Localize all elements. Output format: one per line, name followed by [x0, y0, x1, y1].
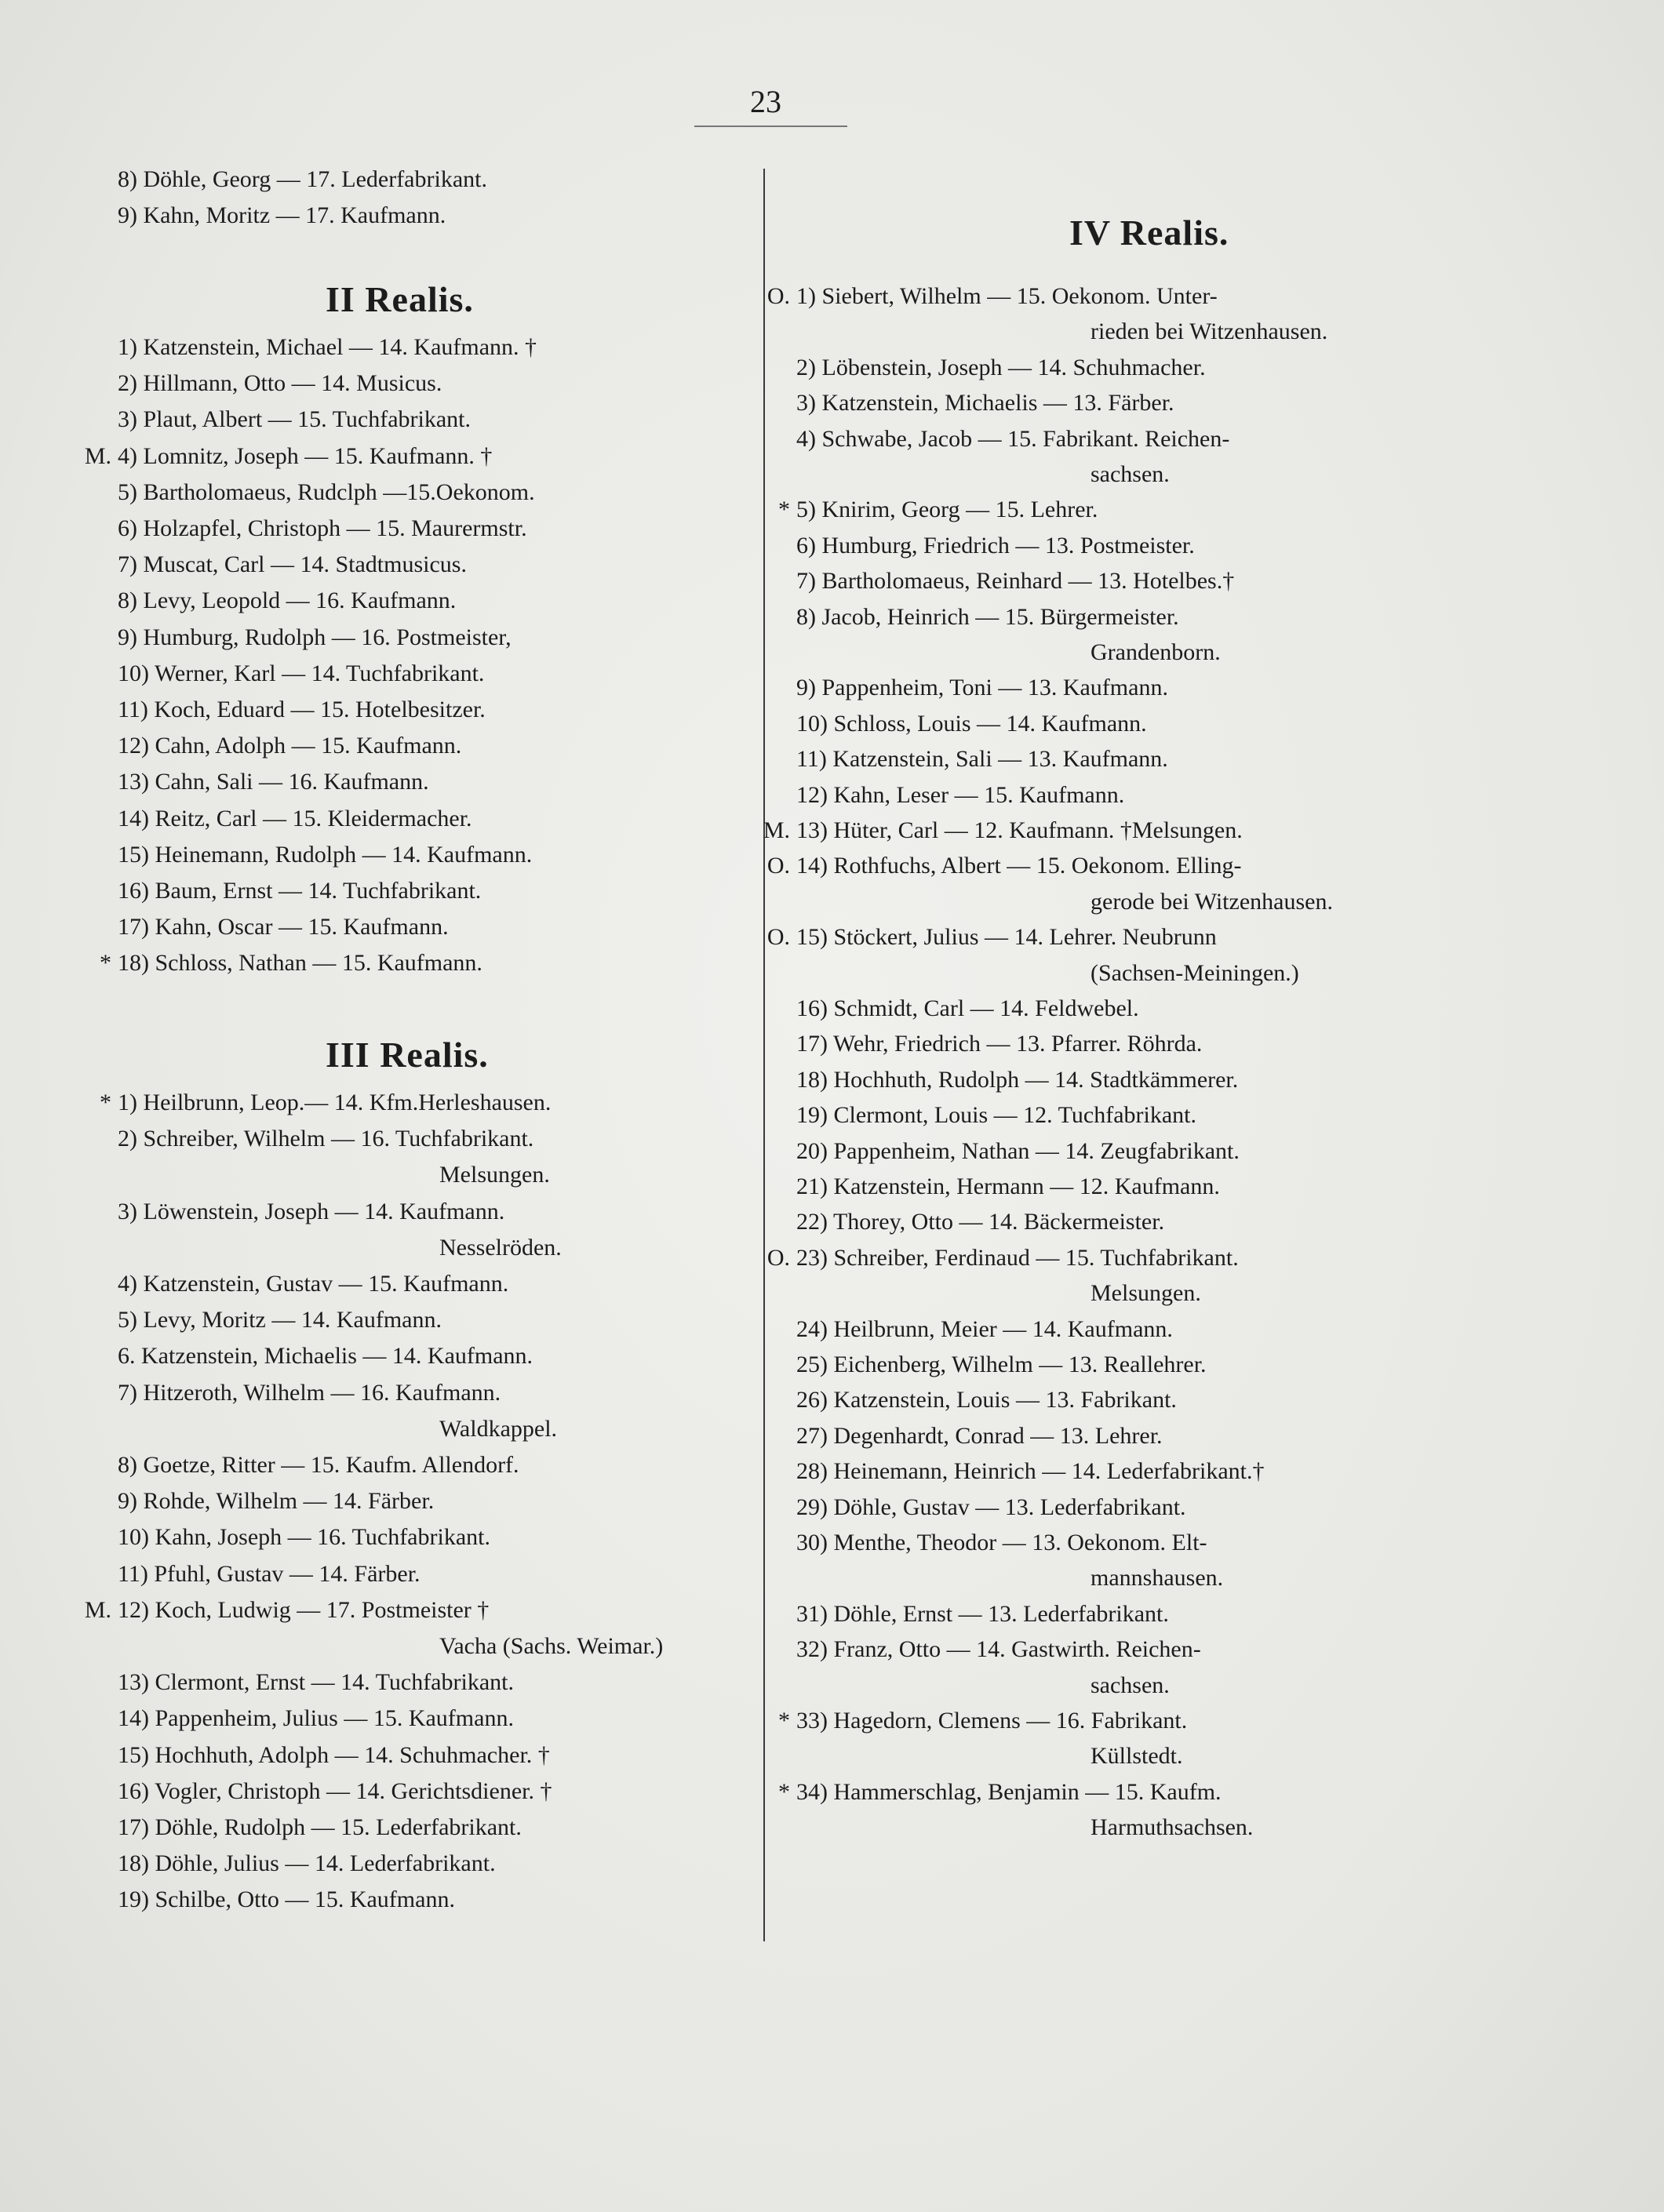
entry-text: Vogler, Christoph — 14. Gerichtsdiener. † [154, 1777, 552, 1804]
entry-text: Clermont, Ernst — 14. Tuchfabrikant. [155, 1669, 514, 1696]
entry-text: Menthe, Theodor — 13. Oekonom. Elt- [833, 1530, 1207, 1555]
list-item [118, 768, 429, 799]
list-item [118, 1814, 522, 1845]
list-item [796, 567, 1234, 598]
list-item [118, 333, 537, 365]
entry-number: 15) [118, 1741, 149, 1768]
entry-text: Schwabe, Jacob — 15. Fabrikant. Reichen- [821, 425, 1230, 452]
entry-continuation: sachsen. [1091, 1672, 1170, 1698]
entry-text: Thorey, Otto — 14. Bäckermeister. [832, 1209, 1165, 1235]
list-item [118, 1270, 508, 1301]
entry-mark: * [100, 1090, 111, 1115]
entry-text: Muscat, Carl — 14. Stadtmusicus. [143, 551, 467, 578]
entry-number: 16) [118, 878, 149, 904]
entry-text: Degenhardt, Conrad — 13. Lehrer. [833, 1422, 1163, 1449]
entry-text: Katzenstein, Michaelis — 14. Kaufmann. [141, 1343, 533, 1370]
entry-number: 24) [796, 1315, 828, 1342]
list-item [796, 1529, 1207, 1560]
entry-text: Heilbrunn, Leop.— 14. Kfm.Herleshausen. [143, 1090, 552, 1115]
entry-text: Baum, Ernst — 14. Tuchfabrikant. [155, 878, 482, 904]
list-item [118, 805, 472, 836]
list-item [796, 1600, 1169, 1632]
entry-text: Kahn, Joseph — 16. Tuchfabrikant. [155, 1524, 490, 1551]
list-item [118, 1704, 514, 1736]
entry-number: 6. [118, 1343, 136, 1370]
list-item [796, 1493, 1186, 1525]
list-item [118, 587, 456, 618]
entry-text: Schmidt, Carl — 14. Feldwebel. [833, 995, 1139, 1021]
header-rule [694, 126, 847, 127]
entry-number: 11) [118, 697, 148, 722]
entry-number: 26) [796, 1387, 828, 1413]
entry-number: 30) [796, 1530, 828, 1555]
entry-number: 21) [796, 1173, 828, 1199]
entry-text: Reitz, Carl — 15. Kleidermacher. [155, 805, 472, 831]
list-item [796, 1173, 1220, 1204]
list-item [796, 745, 1168, 777]
entry-text: Cahn, Sali — 16. Kaufmann. [155, 769, 429, 795]
entry-mark: * [100, 950, 111, 977]
entry-number: 7) [118, 551, 137, 578]
entry-number: 28) [796, 1458, 828, 1485]
list-item [118, 1379, 501, 1410]
entry-text: Siebert, Wilhelm — 15. Oekonom. Unter- [821, 283, 1218, 309]
list-item [766, 852, 1242, 883]
list-item [796, 354, 1206, 385]
entry-number: 3) [796, 390, 816, 417]
entry-number: 33) [796, 1708, 828, 1734]
entry-text: Hochhuth, Rudolph — 14. Stadtkämmerer. [833, 1066, 1239, 1093]
entry-continuation: (Sachsen-Meiningen.) [1091, 959, 1299, 986]
list-item [796, 532, 1195, 563]
entry-number: 13) [796, 817, 828, 843]
entry-text: Clermont, Louis — 12. Tuchfabrikant. [833, 1102, 1196, 1129]
list-item [796, 781, 1124, 813]
column-divider [763, 169, 765, 1941]
entry-number: 5) [118, 1307, 137, 1333]
entry-number: 29) [796, 1493, 828, 1520]
list-item [118, 406, 471, 437]
list-item [118, 551, 467, 582]
list-item [118, 1850, 496, 1881]
entry-mark: M. [84, 1596, 111, 1623]
entry-number: 3) [118, 1198, 137, 1224]
entry-text: Löwenstein, Joseph — 14. Kaufmann. [143, 1198, 505, 1224]
entry-number: 6) [118, 515, 137, 541]
entry-number: 18) [796, 1066, 828, 1093]
entry-number: 10) [796, 710, 828, 737]
entry-text: Döhle, Rudolph — 15. Lederfabrikant. [155, 1814, 522, 1840]
entry-text: Hammerschlag, Benjamin — 15. Kaufm. [833, 1778, 1222, 1805]
list-item [796, 1030, 1202, 1061]
entry-number: 27) [796, 1422, 828, 1449]
entry-text: Pappenheim, Nathan — 14. Zeugfabrikant. [833, 1137, 1240, 1164]
entry-number: 13) [118, 1669, 149, 1696]
entry-text: Pappenheim, Toni — 13. Kaufmann. [821, 675, 1168, 701]
entry-text: Katzenstein, Michael — 14. Kaufmann. † [143, 334, 537, 360]
entry-number: 8) [118, 588, 137, 614]
entry-number: 13) [118, 769, 149, 795]
list-item [118, 841, 532, 872]
entry-number: 4) [796, 425, 816, 452]
entry-text: Döhle, Georg — 17. Lederfabrikant. [143, 166, 487, 192]
entry-mark: O. [766, 924, 790, 951]
entry-text: Döhle, Ernst — 13. Lederfabrikant. [833, 1600, 1169, 1627]
entry-text: Goetze, Ritter — 15. Kaufm. Allendorf. [143, 1452, 519, 1478]
list-item [778, 1707, 1188, 1738]
entry-text: Hillmann, Otto — 14. Musicus. [143, 370, 442, 397]
entry-number: 2) [796, 354, 816, 380]
entry-number: 17) [118, 1814, 149, 1840]
entry-mark: * [778, 1708, 790, 1734]
list-item [766, 282, 1218, 314]
list-item [796, 1457, 1264, 1489]
entry-number: 23) [796, 1244, 828, 1271]
entry-text: Knirim, Georg — 15. Lehrer. [821, 497, 1098, 523]
entry-number: 7) [118, 1379, 137, 1406]
entry-number: 9) [118, 1488, 137, 1515]
entry-number: 25) [796, 1352, 828, 1377]
entry-number: 8) [118, 166, 137, 192]
entry-text: Katzenstein, Louis — 13. Fabrikant. [833, 1387, 1177, 1413]
entry-mark: M. [84, 442, 111, 469]
entry-number: 17) [118, 914, 149, 940]
entry-mark: O. [766, 1244, 790, 1271]
entry-number: 16) [796, 995, 828, 1021]
entry-number: 31) [796, 1600, 828, 1627]
entry-text: Humburg, Rudolph — 16. Postmeister, [143, 624, 512, 650]
list-item [796, 1208, 1164, 1239]
entry-number: 16) [118, 1777, 149, 1804]
entry-text: Döhle, Gustav — 13. Lederfabrikant. [833, 1493, 1186, 1520]
entry-text: Löbenstein, Joseph — 14. Schuhmacher. [821, 354, 1206, 380]
entry-number: 1) [118, 1090, 137, 1115]
list-item [84, 1596, 490, 1628]
entry-number: 9) [118, 624, 137, 650]
list-item [118, 1487, 434, 1519]
entry-continuation: Melsungen. [439, 1162, 550, 1188]
entry-continuation: Grandenborn. [1091, 639, 1221, 665]
entry-text: Kahn, Leser — 15. Kaufmann. [833, 781, 1125, 808]
list-item [766, 923, 1217, 955]
entry-text: Katzenstein, Michaelis — 13. Färber. [821, 390, 1174, 417]
entry-text: Werner, Karl — 14. Tuchfabrikant. [154, 660, 485, 686]
list-item [118, 1668, 514, 1700]
entry-text: Hagedorn, Clemens — 16. Fabrikant. [833, 1708, 1188, 1734]
entry-text: Wehr, Friedrich — 13. Pfarrer. Röhrda. [832, 1031, 1203, 1057]
list-item [796, 1101, 1196, 1133]
list-item [796, 1315, 1173, 1347]
entry-continuation: rieden bei Witzenhausen. [1091, 318, 1328, 345]
entry-number: 32) [796, 1636, 828, 1663]
entry-text: Eichenberg, Wilhelm — 13. Reallehrer. [833, 1352, 1207, 1377]
entry-number: 20) [796, 1137, 828, 1164]
list-item [778, 1778, 1222, 1810]
list-item [796, 710, 1147, 741]
entry-text: Franz, Otto — 14. Gastwirth. Reichen- [833, 1636, 1201, 1663]
entry-number: 11) [118, 1560, 148, 1587]
list-item [796, 1635, 1201, 1667]
entry-continuation: Melsungen. [1091, 1280, 1201, 1307]
list-item [118, 732, 461, 763]
entry-text: Kahn, Oscar — 15. Kaufmann. [155, 914, 449, 940]
entry-text: Holzapfel, Christoph — 15. Maurermstr. [143, 515, 527, 541]
entry-text: Jacob, Heinrich — 15. Bürgermeister. [821, 603, 1179, 630]
entry-number: 9) [118, 202, 137, 229]
list-item [118, 696, 486, 727]
entry-text: Heinemann, Heinrich — 14. Lederfabrikant.† [833, 1458, 1265, 1485]
section-heading: IV Realis. [1069, 213, 1229, 253]
entry-text: Schreiber, Ferdinaud — 15. Tuchfabrikant. [833, 1244, 1239, 1271]
list-item [118, 1523, 490, 1555]
entry-text: Heilbrunn, Meier — 14. Kaufmann. [833, 1315, 1173, 1342]
entry-text: Koch, Eduard — 15. Hotelbesitzer. [154, 697, 486, 722]
entry-number: 18) [118, 950, 149, 977]
entry-continuation: Waldkappel. [439, 1415, 558, 1442]
entry-text: Katzenstein, Sali — 13. Kaufmann. [832, 746, 1168, 773]
list-item [796, 389, 1174, 420]
list-item [118, 1741, 550, 1773]
entry-number: 12) [118, 733, 149, 759]
list-item [118, 913, 449, 944]
entry-text: Kahn, Moritz — 17. Kaufmann. [143, 202, 446, 229]
entry-text: Schloss, Nathan — 15. Kaufmann. [155, 950, 482, 977]
entry-mark: * [778, 497, 790, 523]
list-item [118, 1451, 519, 1483]
entry-continuation: Küllstedt. [1091, 1743, 1183, 1770]
entry-number: 11) [796, 746, 827, 773]
entry-number: 10) [118, 1524, 149, 1551]
entry-text: Pappenheim, Julius — 15. Kaufmann. [155, 1705, 514, 1732]
entry-number: 1) [796, 283, 816, 309]
entry-text: Schloss, Louis — 14. Kaufmann. [833, 710, 1147, 737]
entry-text: Schreiber, Wilhelm — 16. Tuchfabrikant. [143, 1126, 534, 1152]
entry-continuation: mannshausen. [1091, 1565, 1224, 1592]
entry-number: 22) [796, 1209, 828, 1235]
list-item [118, 515, 527, 546]
list-item [118, 202, 446, 233]
list-item [118, 478, 535, 510]
list-item [118, 1777, 552, 1809]
section-heading: II Realis. [326, 279, 474, 319]
entry-number: 14) [118, 805, 149, 831]
entry-text: Lomnitz, Joseph — 15. Kaufmann. † [143, 442, 493, 469]
entry-number: 4) [118, 442, 137, 469]
list-item [796, 674, 1168, 705]
list-item [118, 369, 442, 401]
entry-number: 2) [118, 370, 137, 397]
list-item [796, 1351, 1207, 1382]
entry-number: 10) [118, 660, 149, 686]
entry-text: Hüter, Carl — 12. Kaufmann. †Melsungen. [833, 817, 1243, 843]
entry-number: 6) [796, 532, 816, 558]
entry-mark: O. [766, 853, 790, 879]
entry-text: Rohde, Wilhelm — 14. Färber. [143, 1488, 435, 1515]
entry-number: 17) [796, 1031, 828, 1057]
entry-text: Levy, Leopold — 16. Kaufmann. [143, 588, 457, 614]
list-item [796, 425, 1229, 457]
list-item [796, 1137, 1240, 1169]
entry-text: Stöckert, Julius — 14. Lehrer. Neubrunn [833, 924, 1217, 951]
entry-number: 5) [796, 497, 816, 523]
list-item [118, 624, 512, 655]
entry-number: 7) [796, 568, 816, 595]
entry-text: Koch, Ludwig — 17. Postmeister † [155, 1596, 490, 1623]
list-item [766, 1244, 1239, 1275]
list-item [118, 1198, 504, 1229]
list-item [118, 877, 481, 908]
list-item [796, 995, 1139, 1026]
entry-number: 12) [118, 1596, 149, 1623]
list-item [100, 949, 482, 980]
entry-number: 19) [796, 1102, 828, 1129]
list-item [118, 1560, 421, 1592]
entry-text: Humburg, Friedrich — 13. Postmeister. [821, 532, 1195, 558]
entry-continuation: sachsen. [1091, 461, 1170, 487]
entry-text: Heinemann, Rudolph — 14. Kaufmann. [155, 841, 533, 868]
entry-text: Katzenstein, Hermann — 12. Kaufmann. [833, 1173, 1220, 1199]
entry-number: 1) [118, 334, 137, 360]
entry-number: 8) [118, 1452, 137, 1478]
entry-number: 14) [796, 853, 828, 879]
entry-mark: * [778, 1778, 790, 1805]
entry-number: 18) [118, 1850, 149, 1877]
entry-text: Plaut, Albert — 15. Tuchfabrikant. [143, 406, 471, 433]
list-item [100, 1089, 552, 1120]
entry-mark: M. [763, 817, 790, 843]
entry-continuation: Vacha (Sachs. Weimar.) [439, 1633, 664, 1659]
entry-text: Levy, Moritz — 14. Kaufmann. [143, 1307, 442, 1333]
entry-text: Schilbe, Otto — 15. Kaufmann. [155, 1886, 455, 1913]
entry-text: Rothfuchs, Albert — 15. Oekonom. Elling- [833, 853, 1242, 879]
list-item [763, 817, 1243, 848]
entry-number: 8) [796, 603, 816, 630]
entry-number: 19) [118, 1886, 149, 1913]
entry-number: 5) [118, 478, 137, 505]
list-item [778, 496, 1098, 527]
entry-text: Bartholomaeus, Reinhard — 13. Hotelbes.† [821, 568, 1235, 595]
entry-mark: O. [766, 283, 790, 309]
entry-number: 4) [118, 1271, 137, 1297]
page-number: 23 [750, 84, 781, 119]
entry-number: 34) [796, 1778, 828, 1805]
entry-continuation: gerode bei Witzenhausen. [1091, 888, 1333, 915]
entry-number: 12) [796, 781, 828, 808]
list-item [796, 1422, 1163, 1453]
entry-text: Döhle, Julius — 14. Lederfabrikant. [155, 1850, 496, 1877]
entry-number: 9) [796, 675, 816, 701]
list-item [118, 1342, 533, 1373]
list-item [118, 1125, 533, 1156]
entry-number: 15) [796, 924, 828, 951]
list-item [796, 603, 1179, 635]
entry-text: Hitzeroth, Wilhelm — 16. Kaufmann. [143, 1379, 501, 1406]
list-item [796, 1066, 1238, 1097]
section-heading: III Realis. [326, 1035, 489, 1075]
entry-text: Katzenstein, Gustav — 15. Kaufmann. [143, 1271, 509, 1297]
entry-text: Cahn, Adolph — 15. Kaufmann. [155, 733, 462, 759]
entry-continuation: Nesselröden. [439, 1234, 562, 1261]
list-item [118, 166, 487, 197]
entry-number: 14) [118, 1705, 149, 1732]
entry-number: 3) [118, 406, 137, 433]
entry-number: 15) [118, 841, 149, 868]
entry-text: Pfuhl, Gustav — 14. Färber. [154, 1560, 421, 1587]
list-item [118, 1306, 442, 1337]
entry-text: Bartholomaeus, Rudclph —15.Oekonom. [143, 478, 535, 505]
list-item [118, 1886, 455, 1917]
entry-continuation: Harmuthsachsen. [1091, 1814, 1254, 1841]
list-item [84, 442, 493, 474]
list-item [118, 660, 484, 691]
entry-text: Hochhuth, Adolph — 14. Schuhmacher. † [155, 1741, 550, 1768]
entry-number: 2) [118, 1126, 137, 1152]
list-item [796, 1386, 1177, 1417]
